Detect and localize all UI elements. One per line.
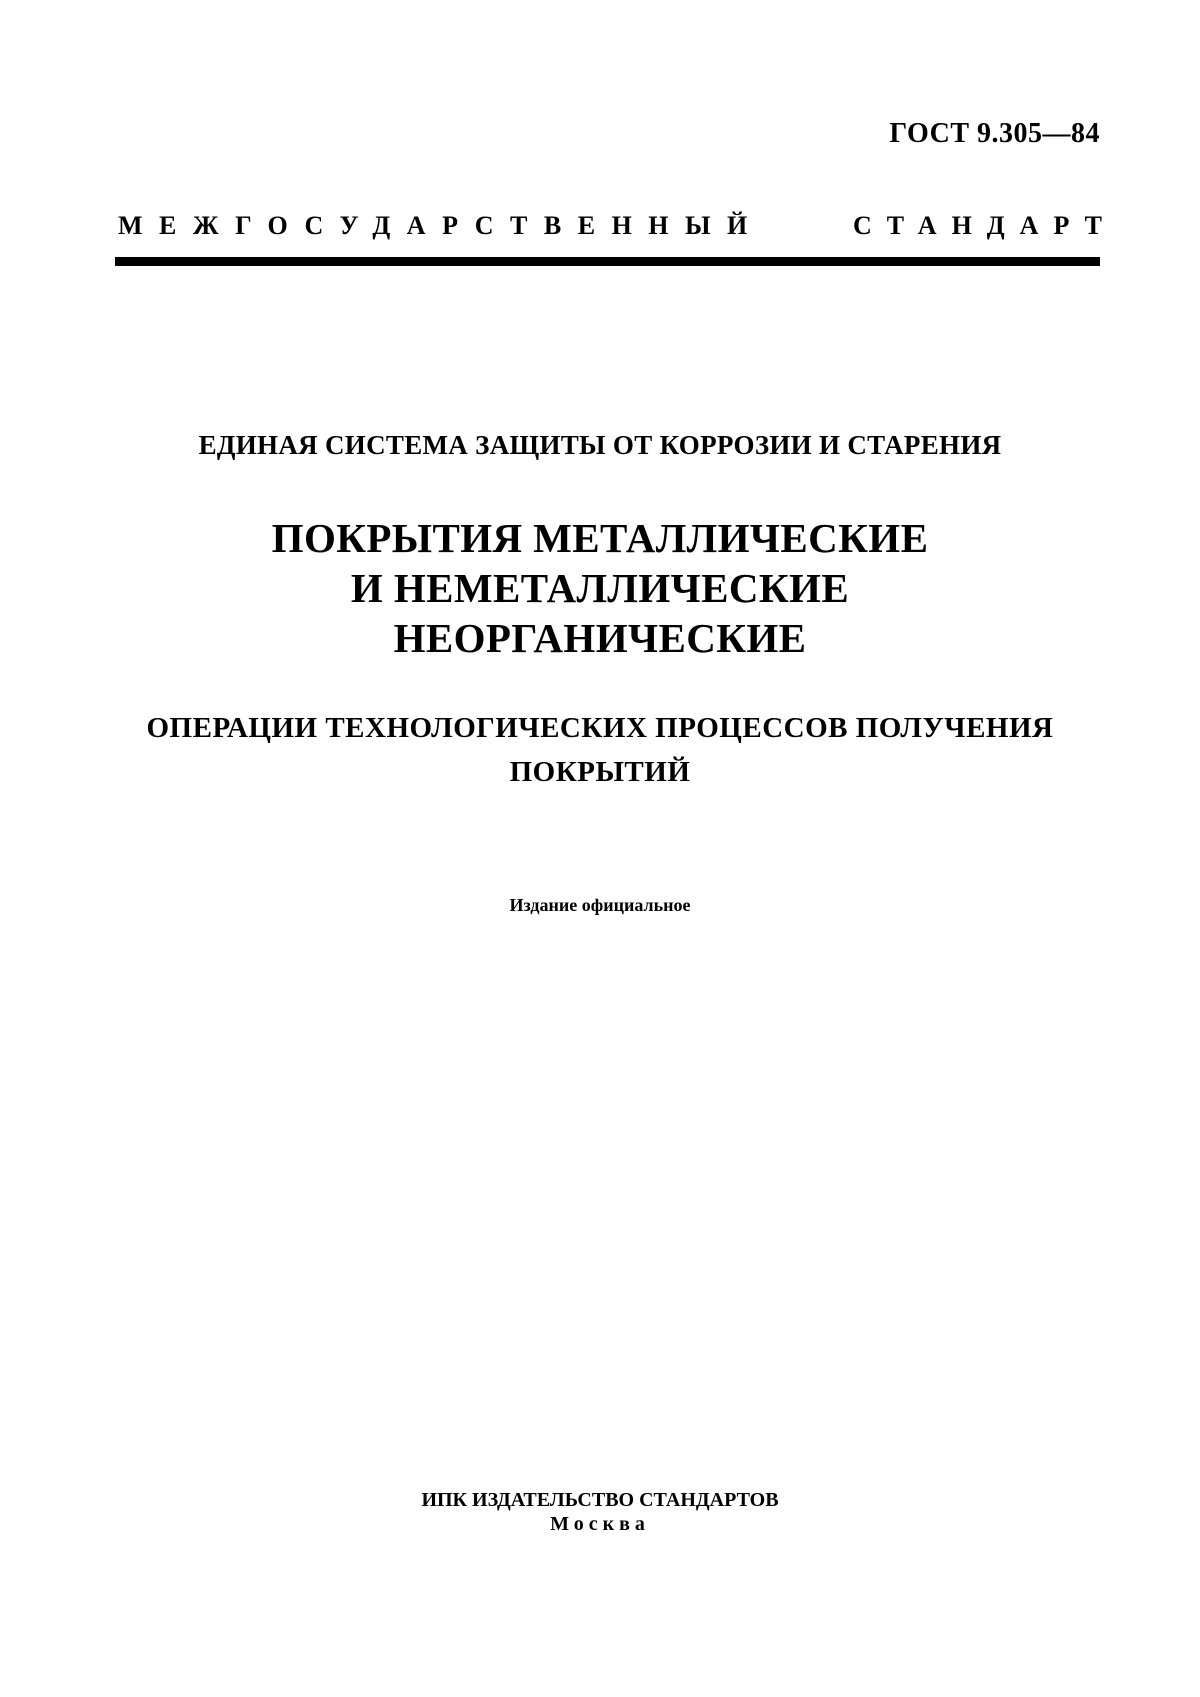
system-title: ЕДИНАЯ СИСТЕМА ЗАЩИТЫ ОТ КОРРОЗИИ И СТАРЕНИЯ <box>198 430 1002 460</box>
standard-type-heading <box>118 210 1117 242</box>
publisher-block <box>100 1488 1100 1536</box>
subtitle-line-1: ОПЕРАЦИИ ТЕХНОЛОГИЧЕСКИХ ПРОЦЕССОВ ПОЛУЧЕНИЯ <box>146 712 1054 744</box>
edition-note: Издание официальное <box>509 895 691 915</box>
main-title <box>100 513 1100 663</box>
main-title-line-3: НЕОРГАНИЧЕСКИЕ <box>393 615 807 661</box>
subtitle-line-2: ПОКРЫТИЙ <box>509 756 691 788</box>
document-number: ГОСТ 9.305—84 <box>889 118 1100 149</box>
publisher-city: Москва <box>550 1513 650 1535</box>
main-title-line-1: ПОКРЫТИЯ МЕТАЛЛИЧЕСКИЕ <box>271 515 929 561</box>
publisher-name: ИПК ИЗДАТЕЛЬСТВО СТАНДАРТОВ <box>421 1489 779 1511</box>
standard-type-left: МЕЖГОСУДАРСТВЕННЫЙ <box>118 211 764 240</box>
subtitle <box>100 706 1100 794</box>
standard-type-right: СТАНДАРТ <box>852 211 1117 240</box>
header-rule <box>115 257 1100 266</box>
main-title-line-2: И НЕМЕТАЛЛИЧЕСКИЕ <box>350 565 850 611</box>
